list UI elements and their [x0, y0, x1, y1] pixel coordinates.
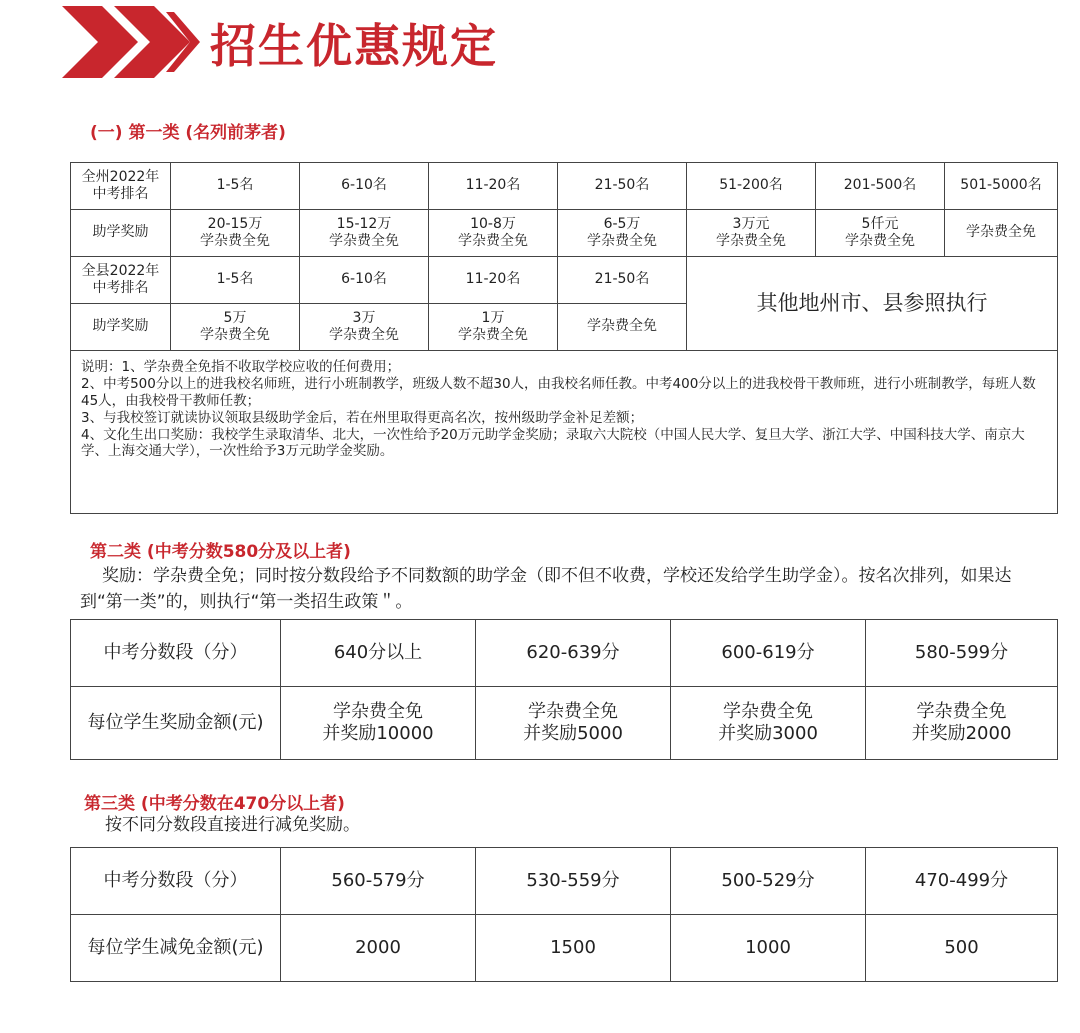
table-row [71, 210, 1058, 257]
table-cell: 3万 学杂费全免 [300, 304, 429, 351]
row-label: 全州2022年 中考排名 [71, 163, 171, 210]
table-cell: 学杂费全免 并奖励10000 [281, 687, 476, 760]
page-title: 招生优惠规定 [210, 19, 498, 73]
table-cell: 1-5名 [171, 163, 300, 210]
table-cell: 1000 [671, 915, 866, 982]
table-cell: 20-15万 学杂费全免 [171, 210, 300, 257]
section3-heading: 第三类 (中考分数在470分以上者) [84, 794, 345, 814]
table-cell: 500-529分 [671, 848, 866, 915]
table-cell: 1万 学杂费全免 [429, 304, 558, 351]
row-label: 助学奖励 [71, 210, 171, 257]
row-label: 中考分数段（分） [71, 620, 281, 687]
table-cell: 5万 学杂费全免 [171, 304, 300, 351]
table-cell: 470-499分 [866, 848, 1058, 915]
table-cell: 500 [866, 915, 1058, 982]
table-cell: 学杂费全免 并奖励2000 [866, 687, 1058, 760]
table-row [71, 687, 1058, 760]
score-reward-table [70, 619, 1058, 760]
table-cell: 580-599分 [866, 620, 1058, 687]
rank-reward-table [70, 162, 1058, 514]
table-cell: 620-639分 [476, 620, 671, 687]
note-line: 说明：1、学杂费全免指不收取学校应收的任何费用； [81, 359, 401, 375]
section2-paragraph: 奖励：学杂费全免；同时按分数段给予不同数额的助学金（即不但不收费，学校还发给学生助学金）。按名次排列，如果达到“第一类”的，则执行“第一类招生政策＂。 [80, 566, 1012, 612]
table-row [71, 915, 1058, 982]
table-row [71, 351, 1058, 514]
table-cell: 51-200名 [687, 163, 816, 210]
row-label: 中考分数段（分） [71, 848, 281, 915]
table-cell: 560-579分 [281, 848, 476, 915]
table-cell: 15-12万 学杂费全免 [300, 210, 429, 257]
table-row [71, 163, 1058, 210]
table-cell: 6-10名 [300, 257, 429, 304]
table-cell: 学杂费全免 [558, 304, 687, 351]
table-cell: 3万元 学杂费全免 [687, 210, 816, 257]
table-cell: 5仟元 学杂费全免 [816, 210, 945, 257]
note-line: 3、与我校签订就读协议领取县级助学金后，若在州里取得更高名次，按州级助学金补足差额； [81, 409, 644, 426]
table-cell: 6-5万 学杂费全免 [558, 210, 687, 257]
other-regions-note: 其他地州市、县参照执行 [687, 257, 1058, 351]
row-label: 每位学生减免金额(元) [71, 915, 281, 982]
table-cell: 学杂费全免 [945, 210, 1058, 257]
table-cell: 21-50名 [558, 257, 687, 304]
table-cell: 学杂费全免 并奖励3000 [671, 687, 866, 760]
table-cell: 11-20名 [429, 163, 558, 210]
table-cell: 530-559分 [476, 848, 671, 915]
table-cell: 1-5名 [171, 257, 300, 304]
row-label: 每位学生奖励金额(元) [71, 687, 281, 760]
section1-heading: (一) 第一类 (名列前茅者) [90, 123, 286, 143]
table-cell: 640分以上 [281, 620, 476, 687]
table-cell: 600-619分 [671, 620, 866, 687]
row-label: 助学奖励 [71, 304, 171, 351]
table-row [71, 848, 1058, 915]
table-row [71, 620, 1058, 687]
section3-paragraph: 按不同分数段直接进行减免奖励。 [105, 815, 360, 835]
table-cell: 21-50名 [558, 163, 687, 210]
table-row [71, 257, 1058, 304]
row-label: 全县2022年 中考排名 [71, 257, 171, 304]
table-cell: 501-5000名 [945, 163, 1058, 210]
table-cell: 学杂费全免 并奖励5000 [476, 687, 671, 760]
table-cell: 2000 [281, 915, 476, 982]
note-line: 4、文化生出口奖励：我校学生录取清华、北大，一次性给予20万元助学金奖励；录取六大院校（中国人民大学、复旦大学、浙江大学、中国科技大学、南京大学、上海交通大学），一次性给予3万元助学金奖励。 [81, 426, 1025, 460]
section2-heading: 第二类 (中考分数580分及以上者) [90, 542, 351, 562]
chevron-arrows-icon [62, 6, 202, 78]
notes-block [71, 351, 1058, 514]
table-cell: 1500 [476, 915, 671, 982]
table-cell: 201-500名 [816, 163, 945, 210]
table-cell: 11-20名 [429, 257, 558, 304]
table-cell: 10-8万 学杂费全免 [429, 210, 558, 257]
table-cell: 6-10名 [300, 163, 429, 210]
note-line: 2、中考500分以上的进我校名师班，进行小班制教学，班级人数不超30人，由我校名师任教。中考400分以上的进我校骨干教师班，进行小班制教学，每班人数45人，由我校骨干教师任教； [81, 375, 1036, 409]
score-reduction-table [70, 847, 1058, 982]
